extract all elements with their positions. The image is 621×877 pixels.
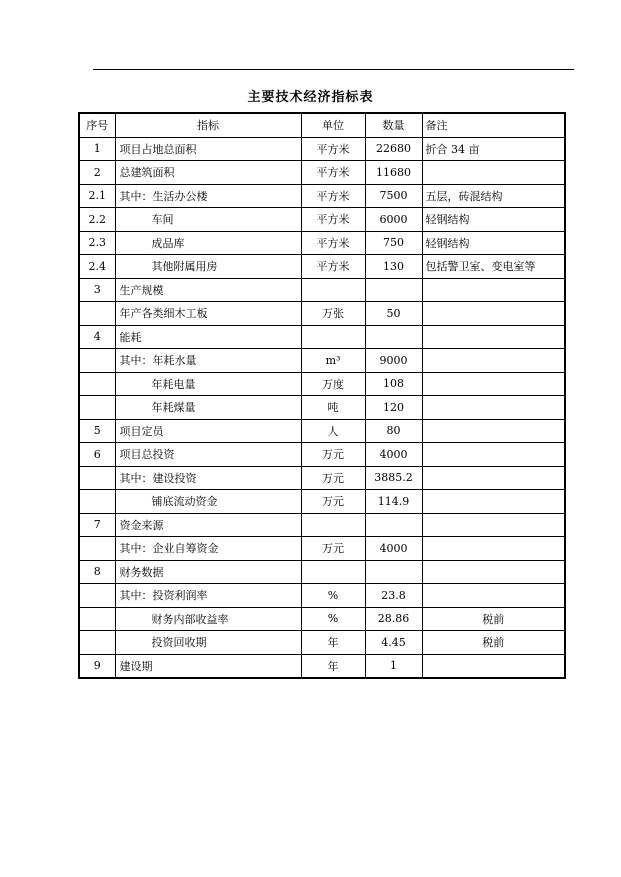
- row-item: 能耗: [115, 325, 301, 349]
- header-unit: 单位: [301, 113, 365, 137]
- row-note: 轻钢结构: [422, 208, 565, 232]
- row-qty: 22680: [365, 137, 422, 161]
- row-qty: 120: [365, 396, 422, 420]
- row-no: 7: [79, 513, 115, 537]
- row-unit: 平方米: [301, 184, 365, 208]
- row-unit: 万元: [301, 537, 365, 561]
- row-unit: %: [301, 607, 365, 631]
- row-no: [79, 631, 115, 655]
- row-qty: 6000: [365, 208, 422, 232]
- row-unit: 万元: [301, 490, 365, 514]
- row-qty: 80: [365, 419, 422, 443]
- row-no: 2.1: [79, 184, 115, 208]
- table-row: [79, 302, 565, 326]
- row-note: [422, 372, 565, 396]
- row-note: 包括警卫室、变电室等: [422, 255, 565, 279]
- row-no: 3: [79, 278, 115, 302]
- table-row: [79, 607, 565, 631]
- table-row: [79, 466, 565, 490]
- row-unit: 平方米: [301, 255, 365, 279]
- table-row: [79, 513, 565, 537]
- row-item: 其中：投资利润率: [115, 584, 301, 608]
- row-no: [79, 607, 115, 631]
- table-row: [79, 631, 565, 655]
- row-unit: 吨: [301, 396, 365, 420]
- row-no: [79, 302, 115, 326]
- row-unit: 万元: [301, 443, 365, 467]
- row-qty: [365, 325, 422, 349]
- row-no: [79, 396, 115, 420]
- table-row: [79, 372, 565, 396]
- row-note: 折合 34 亩: [422, 137, 565, 161]
- row-no: [79, 490, 115, 514]
- row-item: 项目占地总面积: [115, 137, 301, 161]
- row-unit: [301, 513, 365, 537]
- row-item: 其中：建设投资: [115, 466, 301, 490]
- row-item: 车间: [115, 208, 301, 232]
- row-no: 4: [79, 325, 115, 349]
- row-no: 2.3: [79, 231, 115, 255]
- table-row: [79, 231, 565, 255]
- table-header-row: [79, 113, 565, 137]
- row-no: 6: [79, 443, 115, 467]
- row-no: 1: [79, 137, 115, 161]
- header-note: 备注: [422, 113, 565, 137]
- row-item: 财务数据: [115, 560, 301, 584]
- row-item: 其中：生活办公楼: [115, 184, 301, 208]
- row-qty: 1: [365, 654, 422, 678]
- table-row: [79, 537, 565, 561]
- row-unit: 人: [301, 419, 365, 443]
- table-row: [79, 490, 565, 514]
- row-item: 成品库: [115, 231, 301, 255]
- row-unit: 平方米: [301, 161, 365, 185]
- row-qty: 108: [365, 372, 422, 396]
- row-item: 财务内部收益率: [115, 607, 301, 631]
- header-rule: [93, 69, 574, 70]
- row-item: 年耗电量: [115, 372, 301, 396]
- table-row: [79, 419, 565, 443]
- row-unit: %: [301, 584, 365, 608]
- row-no: 9: [79, 654, 115, 678]
- row-note: [422, 161, 565, 185]
- row-qty: 4000: [365, 443, 422, 467]
- row-qty: [365, 560, 422, 584]
- row-unit: 平方米: [301, 231, 365, 255]
- row-unit: 年: [301, 654, 365, 678]
- header-qty: 数量: [365, 113, 422, 137]
- row-unit: [301, 325, 365, 349]
- row-no: 8: [79, 560, 115, 584]
- row-note: [422, 466, 565, 490]
- row-unit: [301, 278, 365, 302]
- header-no: 序号: [79, 113, 115, 137]
- row-note: 五层，砖混结构: [422, 184, 565, 208]
- row-unit: m³: [301, 349, 365, 373]
- row-note: 轻钢结构: [422, 231, 565, 255]
- row-qty: 9000: [365, 349, 422, 373]
- row-qty: 11680: [365, 161, 422, 185]
- table-row: [79, 560, 565, 584]
- row-no: [79, 372, 115, 396]
- row-note: [422, 560, 565, 584]
- row-item: 其中：企业自筹资金: [115, 537, 301, 561]
- row-no: 2: [79, 161, 115, 185]
- row-unit: 平方米: [301, 208, 365, 232]
- row-item: 投资回收期: [115, 631, 301, 655]
- row-no: [79, 466, 115, 490]
- table-row: [79, 349, 565, 373]
- row-note: 税前: [422, 631, 565, 655]
- row-qty: 7500: [365, 184, 422, 208]
- table-row: [79, 325, 565, 349]
- row-no: 5: [79, 419, 115, 443]
- row-qty: 23.8: [365, 584, 422, 608]
- table-row: [79, 208, 565, 232]
- row-qty: 50: [365, 302, 422, 326]
- table-row: [79, 278, 565, 302]
- table-row: [79, 161, 565, 185]
- row-note: 税前: [422, 607, 565, 631]
- row-note: [422, 396, 565, 420]
- row-unit: 万元: [301, 466, 365, 490]
- row-note: [422, 278, 565, 302]
- row-no: [79, 537, 115, 561]
- row-item: 资金来源: [115, 513, 301, 537]
- row-item: 项目总投资: [115, 443, 301, 467]
- row-qty: 130: [365, 255, 422, 279]
- row-no: 2.2: [79, 208, 115, 232]
- row-item: 总建筑面积: [115, 161, 301, 185]
- row-unit: 万度: [301, 372, 365, 396]
- table-row: [79, 396, 565, 420]
- row-qty: 4000: [365, 537, 422, 561]
- row-item: 项目定员: [115, 419, 301, 443]
- row-item: 其中：年耗水量: [115, 349, 301, 373]
- row-unit: 年: [301, 631, 365, 655]
- row-note: [422, 443, 565, 467]
- row-no: 2.4: [79, 255, 115, 279]
- table-row: [79, 584, 565, 608]
- row-unit: 平方米: [301, 137, 365, 161]
- row-qty: 3885.2: [365, 466, 422, 490]
- row-note: [422, 537, 565, 561]
- row-note: [422, 490, 565, 514]
- row-unit: 万张: [301, 302, 365, 326]
- row-item: 生产规模: [115, 278, 301, 302]
- row-item: 建设期: [115, 654, 301, 678]
- table-row: [79, 255, 565, 279]
- row-item: 年产各类细木工板: [115, 302, 301, 326]
- row-no: [79, 349, 115, 373]
- row-qty: 750: [365, 231, 422, 255]
- row-qty: 114.9: [365, 490, 422, 514]
- row-item: 其他附属用房: [115, 255, 301, 279]
- row-note: [422, 349, 565, 373]
- row-note: [422, 513, 565, 537]
- row-note: [422, 419, 565, 443]
- table-title: 主要技术经济指标表: [247, 90, 374, 105]
- row-no: [79, 584, 115, 608]
- table-row: [79, 443, 565, 467]
- row-qty: 4.45: [365, 631, 422, 655]
- row-qty: 28.86: [365, 607, 422, 631]
- row-item: 铺底流动资金: [115, 490, 301, 514]
- row-note: [422, 654, 565, 678]
- table-row: [79, 137, 565, 161]
- row-note: [422, 325, 565, 349]
- row-qty: [365, 513, 422, 537]
- row-note: [422, 584, 565, 608]
- table-row: [79, 654, 565, 678]
- table-row: [79, 184, 565, 208]
- row-note: [422, 302, 565, 326]
- row-item: 年耗煤量: [115, 396, 301, 420]
- row-qty: [365, 278, 422, 302]
- header-item: 指标: [115, 113, 301, 137]
- indicator-table: [78, 112, 566, 679]
- row-unit: [301, 560, 365, 584]
